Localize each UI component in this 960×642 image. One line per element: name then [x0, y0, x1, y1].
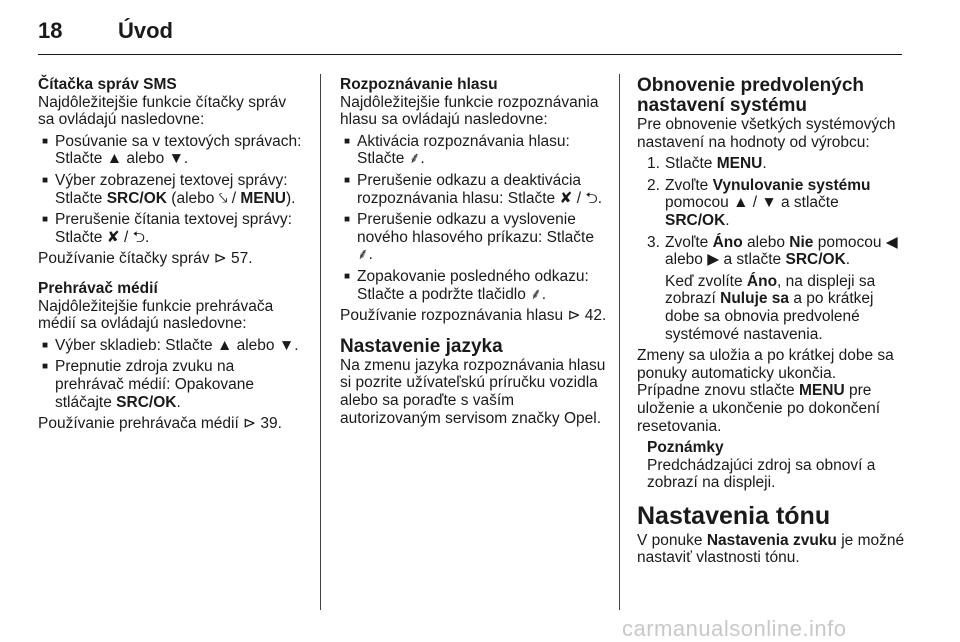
media-list — [38, 337, 306, 411]
step3-detail: Keď zvolíte Áno, na displeji sa zobrazí Nuluje sa a po krátkej dobe sa obnovia predvolené systémové nastavenia. — [665, 272, 876, 343]
column-divider — [619, 74, 620, 610]
sms-reference: Používanie čítačky správ ⊳ 57. — [38, 250, 253, 268]
list-item: 2. Zvoľte Vynulovanie systému pomocou ▲ / ▼ a stlačte SRC/OK. — [647, 176, 871, 229]
sms-intro: Najdôležitejšie funkcie čítačky správ sa ovládajú nasledovne: — [38, 93, 287, 129]
reset-heading: Obnovenie predvolených nastavení systému — [637, 75, 864, 116]
list-item: ■ Posúvanie sa v textových správach: Stlačte ▲ alebo ▼. — [38, 133, 306, 168]
reset-intro: Pre obnovenie všetkých systémových nastavení na hodnoty od výrobcu: — [637, 116, 896, 151]
language-heading: Nastavenie jazyka — [340, 335, 503, 357]
voice-list — [340, 133, 610, 303]
media-player-heading: Prehrávač médií — [38, 279, 158, 297]
tone-text: V ponuke Nastavenia zvuku je možné nastaviť vlastnosti tónu. — [637, 531, 905, 567]
reset-steps — [637, 155, 907, 343]
list-item: ■ Výber zobrazenej textovej správy: Stlačte SRC/OK (alebo ⤥ / MENU). — [38, 172, 306, 207]
list-item: ■ Výber skladieb: Stlačte ▲ alebo ▼. — [38, 337, 306, 355]
list-item: 3. Zvoľte Áno alebo Nie pomocou ◀ alebo ▶ a stlačte SRC/OK. Keď zvolíte Áno, na displeji sa zobrazí Nuluje sa a po krátkej dobe sa obnovia predvolené systémové nastavenia. — [637, 234, 907, 344]
tone-heading: Nastavenia tónu — [637, 501, 831, 530]
list-item: ■ Prerušenie odkazu a vyslovenie nového hlasového príkazu: Stlačte ⸙. — [340, 211, 610, 264]
list-item: ■ Prepnutie zdroja zvuku na prehrávač médií: Opakovane stláčajte SRC/OK. — [38, 358, 306, 411]
sms-list — [38, 133, 306, 247]
page-header — [38, 14, 902, 55]
list-item: ■ Prerušenie čítania textovej správy: Stlačte ✘ / ⮌. — [38, 211, 306, 246]
page-number: 18 — [38, 18, 63, 43]
note-text: Predchádzajúci zdroj sa obnoví a zobrazí na displeji. — [647, 456, 876, 492]
reset-after: Zmeny sa uložia a po krátkej dobe sa ponuky automaticky ukončia. — [637, 347, 894, 382]
list-item: 1. Stlačte MENU. — [647, 155, 767, 173]
chapter-title: Úvod — [118, 18, 173, 43]
list-item: ■ Aktivácia rozpoznávania hlasu: Stlačte ⸙. — [340, 133, 610, 168]
language-text: Na zmenu jazyka rozpoznávania hlasu si pozrite užívateľskú príručku vozidla alebo sa poraďte s vaším autorizovaným servisom značky Opel. — [340, 356, 606, 427]
voice-recognition-heading: Rozpoznávanie hlasu — [340, 76, 498, 93]
media-reference: Používanie prehrávača médií ⊳ 39. — [38, 415, 282, 433]
note-heading: Poznámky — [647, 439, 724, 457]
column-2 — [340, 76, 610, 427]
voice-intro: Najdôležitejšie funkcie rozpoznávania hlasu sa ovládajú nasledovne: — [340, 93, 599, 129]
column-3 — [637, 76, 907, 567]
media-intro: Najdôležitejšie funkcie prehrávača médií sa ovládajú nasledovne: — [38, 297, 274, 333]
watermark: carmanualsonline.info — [622, 616, 847, 641]
list-item: ■ Prerušenie odkazu a deaktivácia rozpoznávania hlasu: Stlačte ✘ / ⮌. — [340, 172, 610, 207]
list-item: ■ Zopakovanie posledného odkazu: Stlačte a podržte tlačidlo ⸙. — [340, 268, 610, 303]
voice-reference: Používanie rozpoznávania hlasu ⊳ 42. — [340, 307, 607, 325]
reset-after-2: Prípadne znovu stlačte MENU pre uloženie a ukončenie po dokončení resetovania. — [637, 382, 881, 435]
sms-reader-heading: Čítačka správ SMS — [38, 76, 177, 93]
column-1 — [38, 76, 306, 433]
note-box — [637, 439, 907, 492]
column-divider — [320, 74, 321, 610]
